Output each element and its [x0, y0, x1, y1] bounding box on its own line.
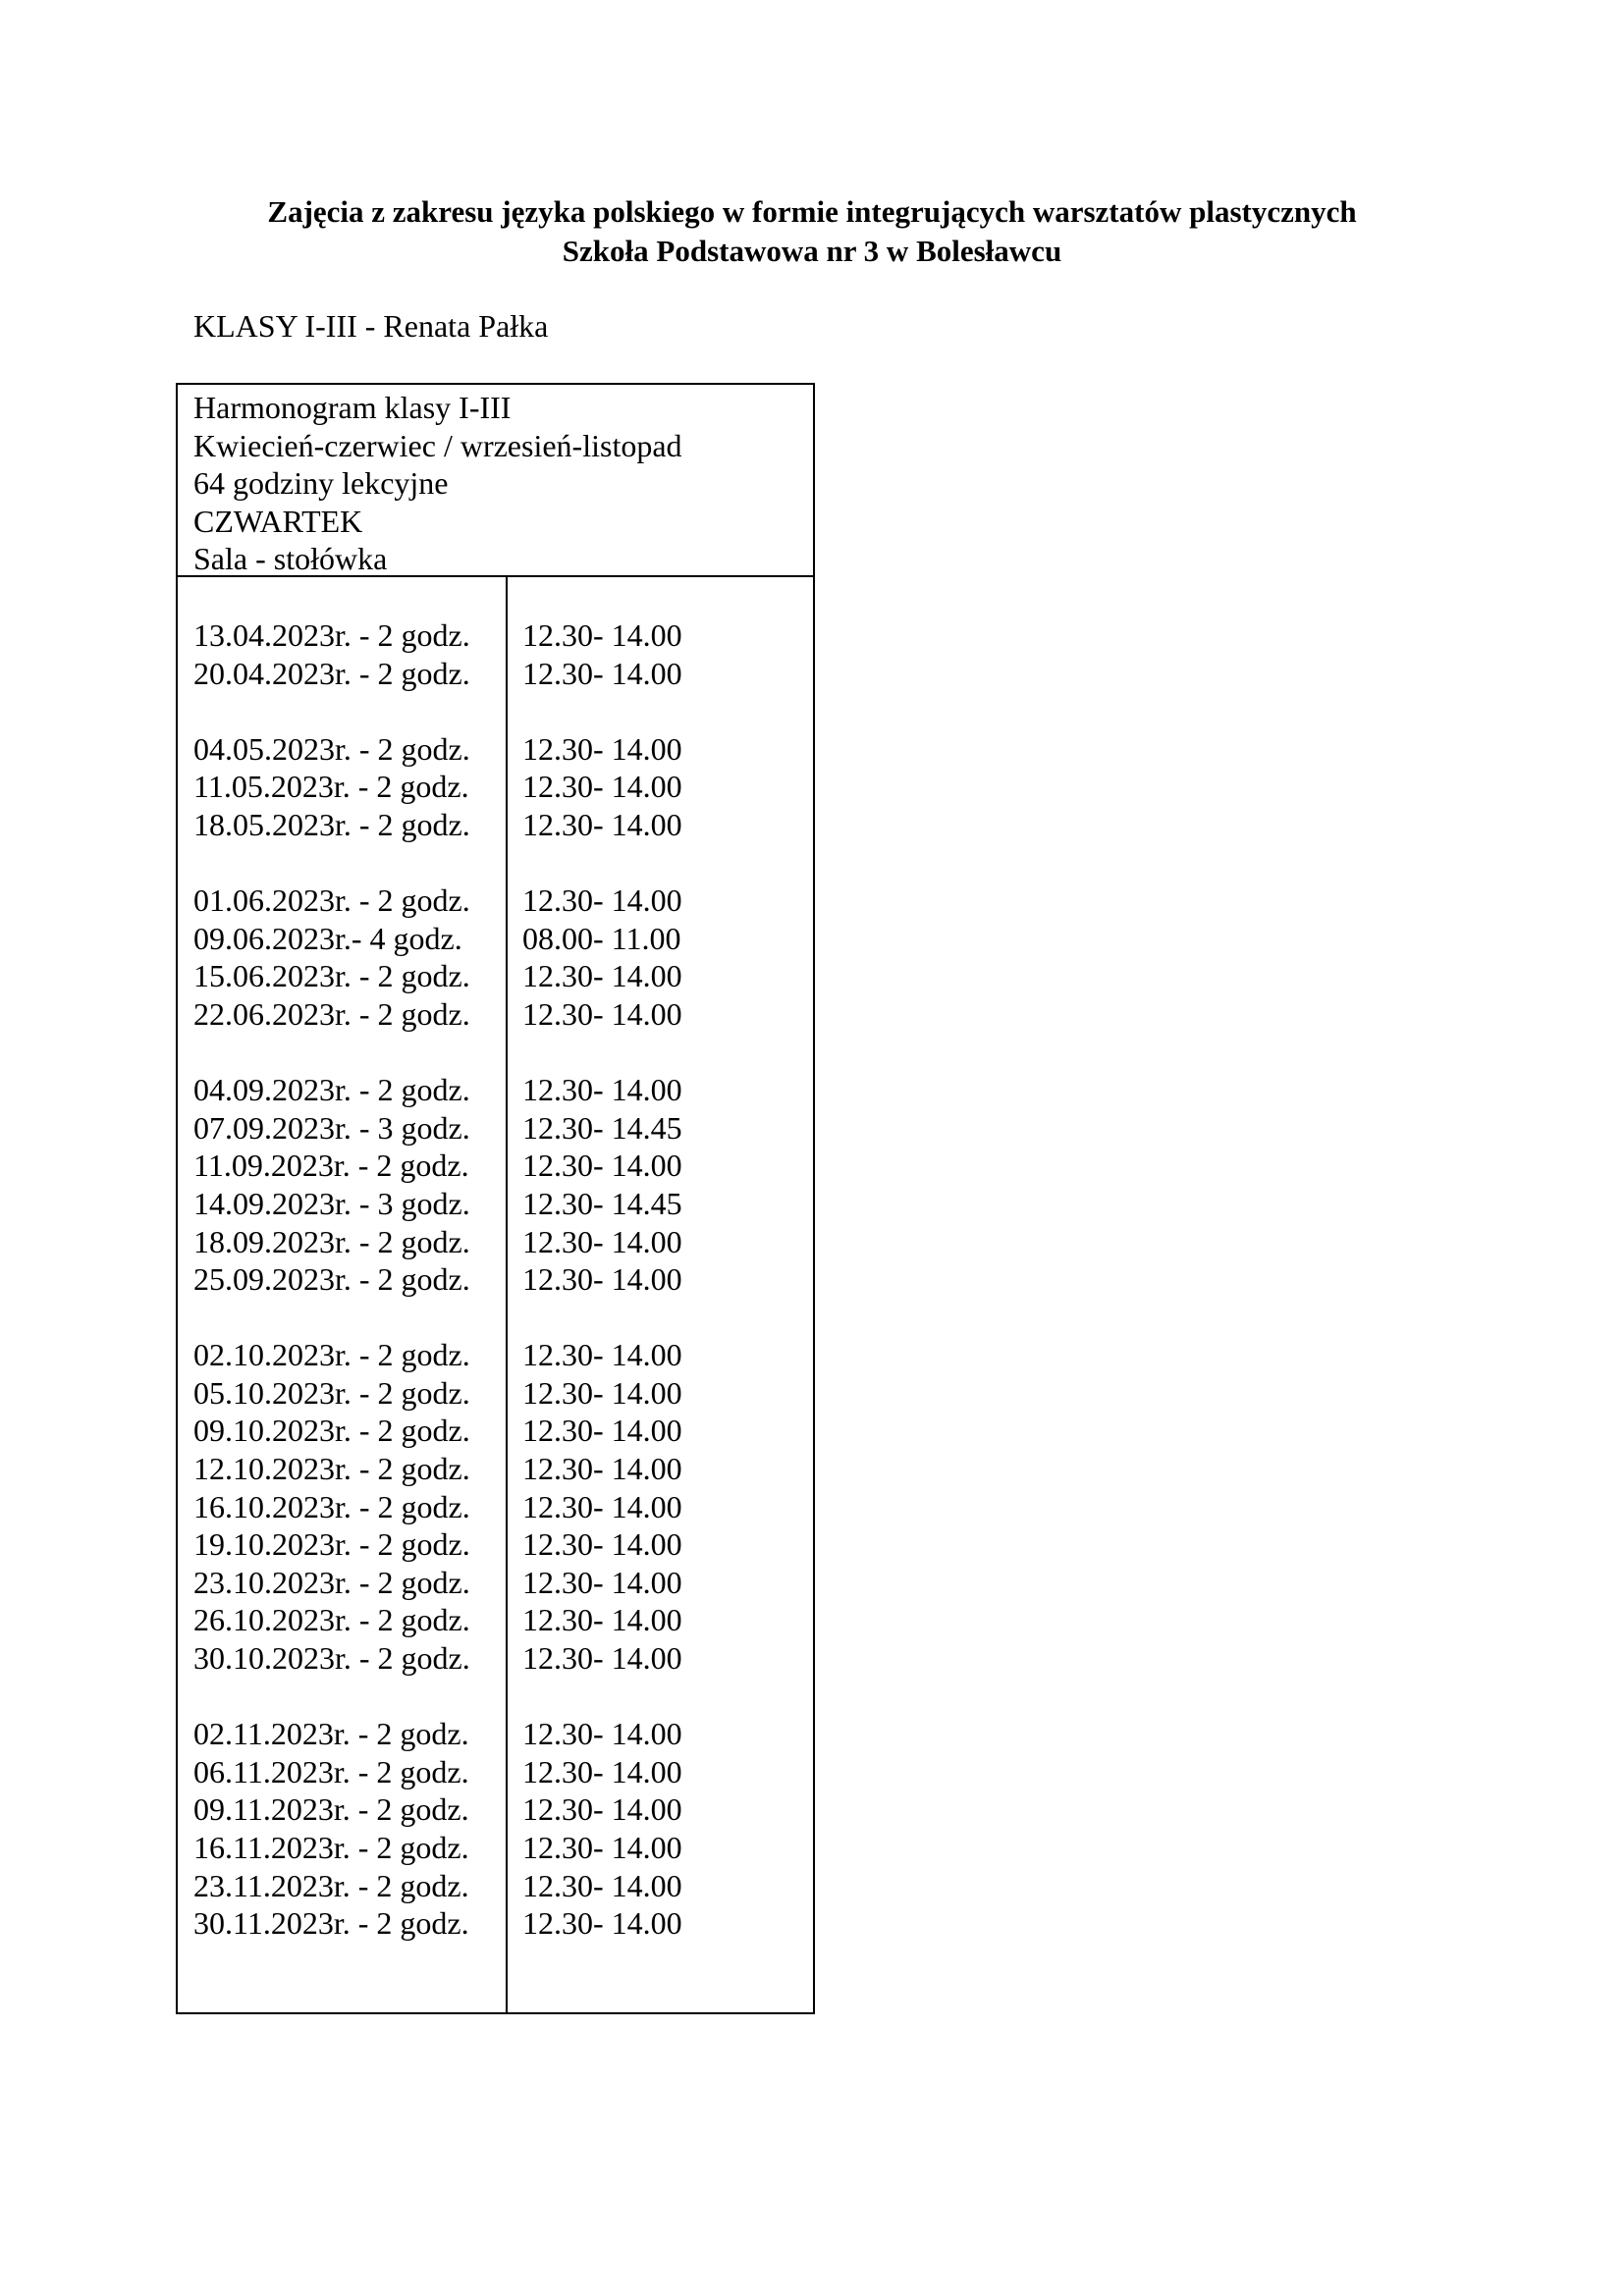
session-date: 23.11.2023r. - 2 godz.	[193, 1867, 469, 1903]
session-date: 06.11.2023r. - 2 godz.	[193, 1753, 469, 1789]
session-time: 12.30- 14.00	[522, 1337, 682, 1373]
table-row	[178, 806, 813, 844]
session-date: 30.11.2023r. - 2 godz.	[193, 1905, 469, 1942]
session-date: 05.10.2023r. - 2 godz.	[193, 1374, 470, 1411]
session-date: 20.04.2023r. - 2 godz.	[193, 655, 470, 691]
session-time: 12.30- 14.00	[522, 1753, 682, 1789]
table-row	[178, 1185, 813, 1223]
session-time: 12.30- 14.45	[522, 1109, 682, 1146]
session-date: 12.10.2023r. - 2 godz.	[193, 1451, 470, 1487]
session-date: 22.06.2023r. - 2 godz.	[193, 995, 470, 1032]
session-date: 09.10.2023r. - 2 godz.	[193, 1413, 470, 1449]
session-time: 12.30- 14.00	[522, 1791, 682, 1828]
session-time: 12.30- 14.00	[522, 655, 682, 691]
session-date: 14.09.2023r. - 3 godz.	[193, 1185, 470, 1221]
session-time: 12.30- 14.45	[522, 1185, 682, 1221]
session-date: 16.10.2023r. - 2 godz.	[193, 1488, 470, 1524]
session-date: 16.11.2023r. - 2 godz.	[193, 1830, 469, 1865]
session-date: 09.11.2023r. - 2 godz.	[193, 1791, 469, 1828]
schedule-table	[176, 383, 815, 2014]
document-title	[0, 192, 1624, 271]
schedule-rows	[178, 616, 813, 1943]
session-time: 12.30- 14.00	[522, 1602, 682, 1638]
header-line: Harmonogram klasy I-III	[193, 390, 512, 425]
table-row	[178, 1525, 813, 1564]
session-time: 12.30- 14.00	[522, 995, 682, 1032]
table-row	[178, 616, 813, 655]
table-row	[178, 768, 813, 806]
session-date: 11.05.2023r. - 2 godz.	[193, 769, 469, 805]
session-date: 04.05.2023r. - 2 godz.	[193, 730, 470, 767]
session-date: 07.09.2023r. - 3 godz.	[193, 1109, 470, 1146]
session-time: 12.30- 14.00	[522, 806, 682, 842]
session-time: 12.30- 14.00	[522, 1716, 682, 1752]
session-time: 12.30- 14.00	[522, 1374, 682, 1411]
session-time: 12.30- 14.00	[522, 958, 682, 994]
table-row	[178, 1336, 813, 1374]
table-row	[178, 655, 813, 693]
session-date: 19.10.2023r. - 2 godz.	[193, 1526, 470, 1563]
header-line: Sala - stołówka	[193, 541, 388, 577]
title-line-1: Zajęcia z zakresu języka polskiego w formie integrujących warsztatów plastycznych	[267, 194, 1357, 229]
header-line: Kwiecień-czerwiec / wrzesień-listopad	[193, 427, 682, 463]
schedule-header	[178, 385, 813, 577]
table-row	[178, 881, 813, 920]
table-row	[178, 1601, 813, 1639]
table-row	[178, 920, 813, 958]
header-line: CZWARTEK	[193, 503, 363, 539]
table-row	[178, 1753, 813, 1791]
session-time: 12.30- 14.00	[522, 1261, 682, 1298]
session-date: 02.10.2023r. - 2 godz.	[193, 1337, 470, 1373]
session-time: 08.00- 11.00	[522, 920, 681, 956]
table-row	[178, 1071, 813, 1109]
table-row	[178, 1867, 813, 1905]
session-time: 12.30- 14.00	[522, 1905, 682, 1942]
session-date: 26.10.2023r. - 2 godz.	[193, 1602, 470, 1638]
table-row	[178, 1374, 813, 1413]
session-date: 11.09.2023r. - 2 godz.	[193, 1148, 469, 1184]
session-time: 12.30- 14.00	[522, 1640, 682, 1677]
session-time: 12.30- 14.00	[522, 769, 682, 805]
session-time: 12.30- 14.00	[522, 882, 682, 919]
session-time: 12.30- 14.00	[522, 1413, 682, 1449]
session-date: 09.06.2023r.- 4 godz.	[193, 920, 462, 956]
session-date: 02.11.2023r. - 2 godz.	[193, 1716, 469, 1752]
table-row	[178, 1260, 813, 1299]
session-date: 04.09.2023r. - 2 godz.	[193, 1072, 470, 1108]
header-line: 64 godziny lekcyjne	[193, 465, 449, 502]
table-row	[178, 1412, 813, 1450]
session-time: 12.30- 14.00	[522, 730, 682, 767]
table-row	[178, 1450, 813, 1488]
session-date: 15.06.2023r. - 2 godz.	[193, 958, 470, 994]
session-time: 12.30- 14.00	[522, 1830, 682, 1865]
table-row	[178, 957, 813, 995]
table-row	[178, 1639, 813, 1678]
session-time: 12.30- 14.00	[522, 1072, 682, 1108]
table-row	[178, 1109, 813, 1148]
session-date: 25.09.2023r. - 2 godz.	[193, 1261, 470, 1298]
table-row	[178, 1147, 813, 1185]
class-teacher-label: KLASY I-III - Renata Pałka	[193, 308, 549, 344]
session-time: 12.30- 14.00	[522, 1867, 682, 1903]
session-time: 12.30- 14.00	[522, 1526, 682, 1563]
session-date: 18.05.2023r. - 2 godz.	[193, 806, 470, 842]
session-time: 12.30- 14.00	[522, 1488, 682, 1524]
table-row	[178, 1790, 813, 1829]
session-date: 18.09.2023r. - 2 godz.	[193, 1223, 470, 1259]
session-time: 12.30- 14.00	[522, 1223, 682, 1259]
session-time: 12.30- 14.00	[522, 1451, 682, 1487]
table-row	[178, 1829, 813, 1867]
table-row	[178, 1564, 813, 1602]
table-row	[178, 1223, 813, 1261]
table-row	[178, 730, 813, 769]
session-time: 12.30- 14.00	[522, 1148, 682, 1184]
table-row	[178, 1904, 813, 1943]
session-date: 30.10.2023r. - 2 godz.	[193, 1640, 470, 1677]
table-row	[178, 995, 813, 1034]
session-date: 23.10.2023r. - 2 godz.	[193, 1564, 470, 1600]
table-row	[178, 1488, 813, 1526]
session-date: 01.06.2023r. - 2 godz.	[193, 882, 470, 919]
title-line-2: Szkoła Podstawowa nr 3 w Bolesławcu	[562, 234, 1062, 268]
session-date: 13.04.2023r. - 2 godz.	[193, 617, 470, 653]
table-row	[178, 1715, 813, 1753]
session-time: 12.30- 14.00	[522, 1564, 682, 1600]
session-time: 12.30- 14.00	[522, 617, 682, 653]
